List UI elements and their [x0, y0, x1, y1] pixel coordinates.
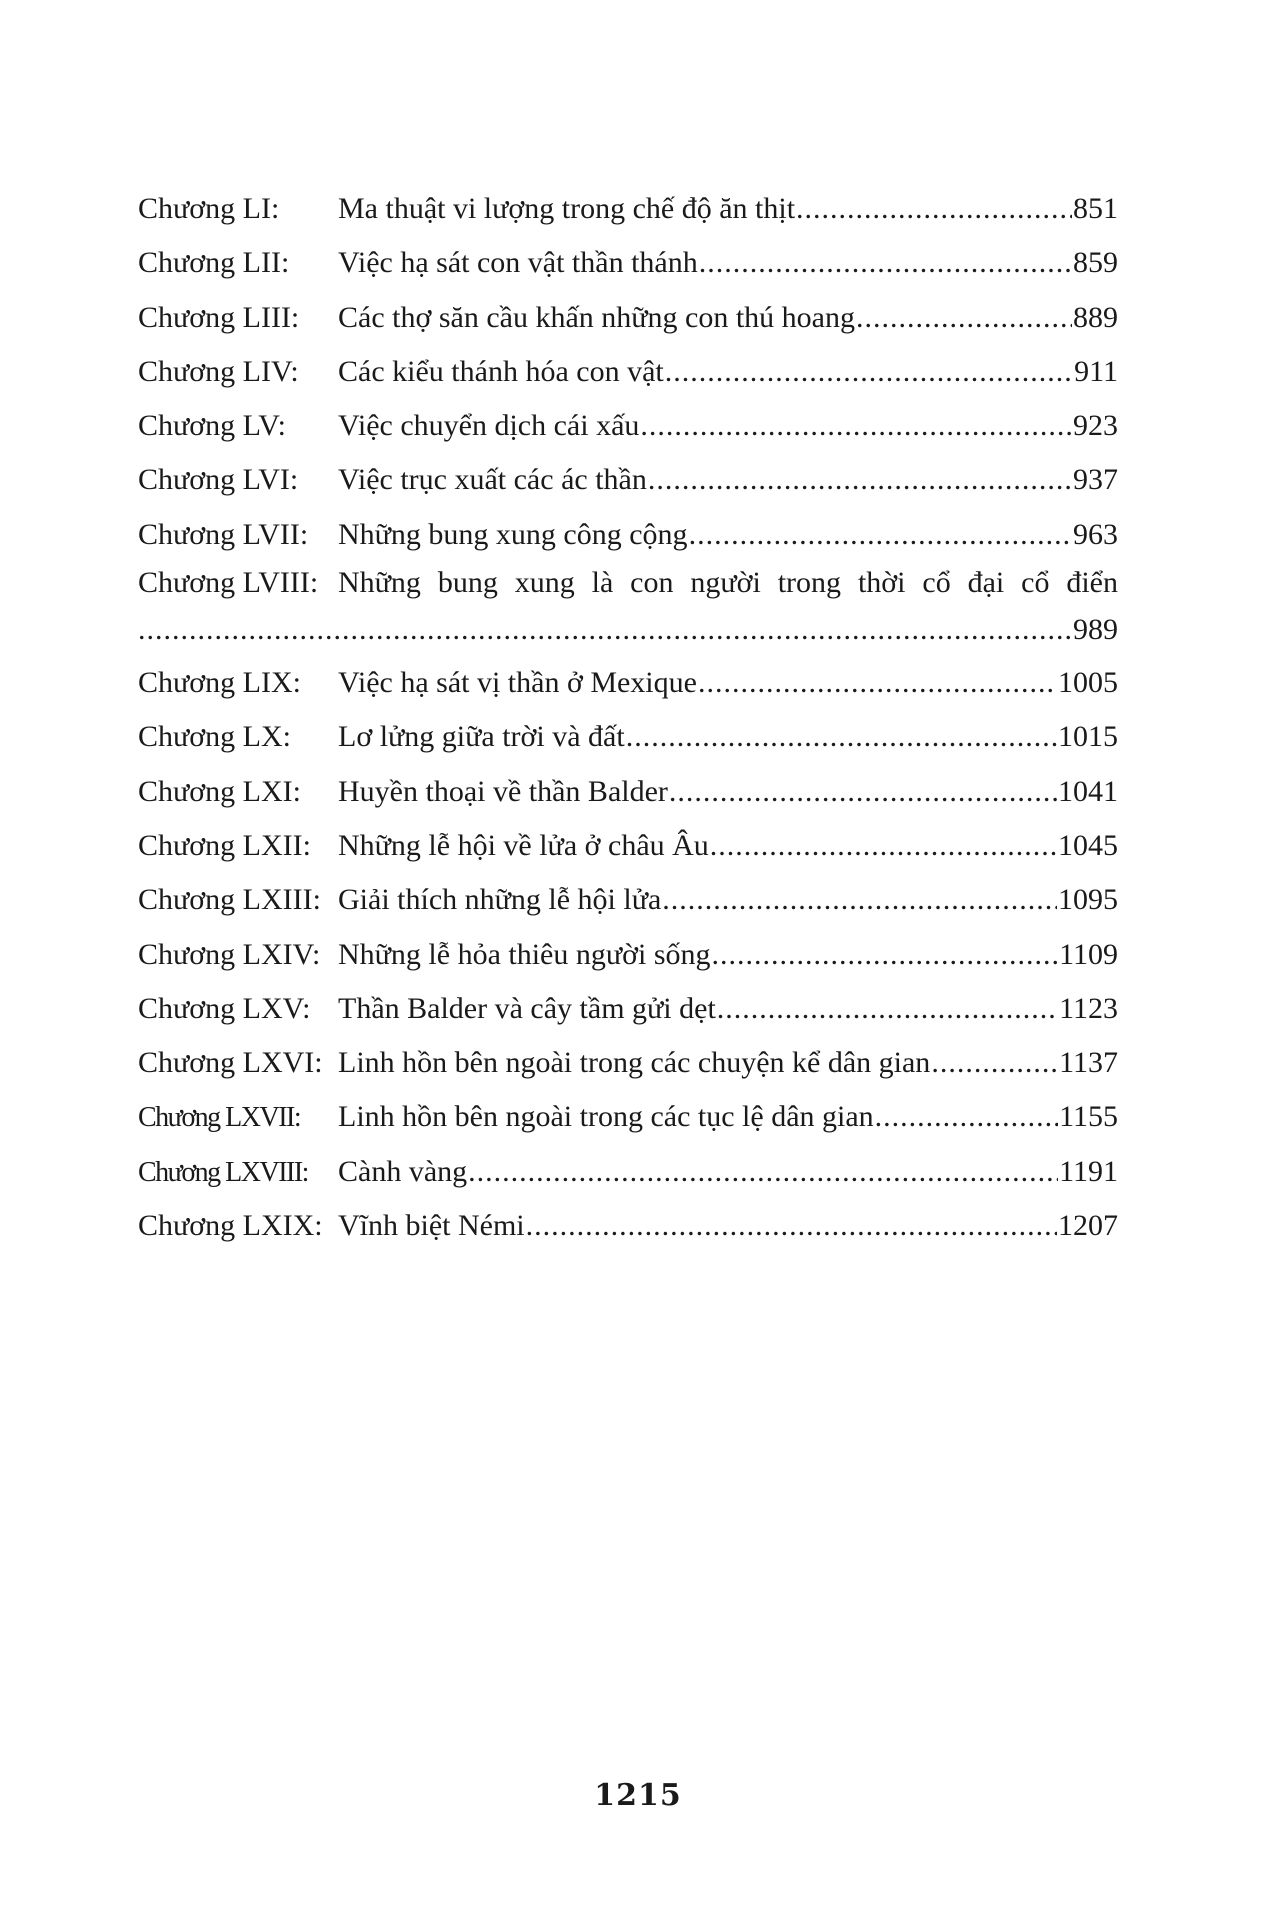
dot-leader	[699, 236, 1072, 290]
chapter-title: Vĩnh biệt Némi	[338, 1209, 525, 1243]
dot-leader	[710, 819, 1057, 873]
chapter-title: Các thợ săn cầu khấn những con thú hoang	[338, 300, 856, 334]
chapter-title: Việc hạ sát vị thần ở Mexique	[338, 666, 697, 700]
chapter-title: Linh hồn bên ngoài trong các chuyện kể dân gian	[338, 1046, 931, 1080]
dot-leader	[526, 1199, 1057, 1253]
toc-entry	[138, 1090, 1118, 1144]
chapter-label: Chương LIV:	[138, 354, 299, 388]
dot-leader	[640, 399, 1072, 453]
chapter-page: 859	[1073, 246, 1118, 280]
chapter-page: 923	[1073, 409, 1118, 443]
chapter-title: Việc hạ sát con vật thần thánh	[338, 246, 698, 280]
chapter-page: 1207	[1058, 1209, 1118, 1243]
chapter-page: 1005	[1058, 666, 1118, 700]
toc-entry	[138, 928, 1118, 982]
chapter-title: Những bung xung là con người trong thời cổ đại cổ điển	[338, 566, 1118, 600]
toc-entry	[138, 819, 1118, 873]
dot-leader	[662, 873, 1057, 927]
chapter-title: Thần Balder và cây tầm gửi dẹt	[338, 991, 716, 1025]
chapter-page: 1041	[1058, 774, 1118, 808]
dot-leader	[856, 291, 1072, 345]
toc-entry-long	[138, 562, 1118, 656]
dot-leader	[875, 1090, 1058, 1144]
dot-leader	[648, 453, 1072, 507]
chapter-label: Chương LI:	[138, 192, 280, 225]
chapter-label: Chương LXVII:	[138, 1102, 301, 1134]
chapter-label: Chương LVI:	[138, 463, 299, 497]
toc-entry	[138, 182, 1118, 236]
toc-entry	[138, 508, 1118, 562]
chapter-page: 1123	[1059, 991, 1118, 1025]
dot-leader	[669, 765, 1057, 819]
chapter-label: Chương LV:	[138, 409, 286, 443]
toc-entry	[138, 873, 1118, 927]
toc-entry	[138, 1036, 1118, 1090]
toc-entry	[138, 982, 1118, 1036]
chapter-label: Chương LXIV:	[138, 937, 321, 971]
chapter-title: Huyền thoại về thần Balder	[338, 774, 668, 808]
dot-leader	[626, 710, 1057, 764]
chapter-label: Chương LXVI:	[138, 1046, 323, 1080]
dot-leader	[665, 345, 1073, 399]
chapter-page: 989	[1073, 613, 1118, 647]
toc-entry	[138, 1199, 1118, 1253]
chapter-label: Chương LXV:	[138, 991, 311, 1025]
chapter-page: 851	[1073, 192, 1118, 225]
dot-leader	[717, 982, 1058, 1036]
chapter-title: Cành vàng	[338, 1154, 468, 1188]
toc-entry	[138, 345, 1118, 399]
table-of-contents	[138, 182, 1118, 1253]
chapter-title: Các kiểu thánh hóa con vật	[338, 354, 664, 388]
chapter-page: 1015	[1058, 720, 1118, 754]
chapter-page: 1191	[1059, 1154, 1118, 1188]
chapter-page: 937	[1073, 463, 1118, 497]
toc-group-after	[138, 656, 1118, 1253]
toc-entry	[138, 710, 1118, 764]
chapter-label: Chương LX:	[138, 720, 291, 754]
chapter-label: Chương LVII:	[138, 517, 309, 551]
chapter-label: Chương LIII:	[138, 300, 300, 334]
chapter-label: Chương LXIII:	[138, 883, 321, 917]
chapter-label: Chương LXVIII:	[138, 1156, 308, 1188]
dot-leader	[698, 656, 1057, 710]
toc-entry	[138, 656, 1118, 710]
toc-entry-long-line2	[138, 604, 1118, 656]
chapter-page: 1137	[1059, 1046, 1118, 1080]
chapter-label: Chương LII:	[138, 246, 290, 280]
chapter-label: Chương LIX:	[138, 666, 301, 700]
chapter-page: 1045	[1058, 828, 1118, 862]
chapter-page: 1109	[1059, 937, 1118, 971]
chapter-label: Chương LXI:	[138, 774, 301, 808]
page-number: 1215	[594, 1778, 682, 1813]
chapter-title: Những lễ hỏa thiêu người sống	[338, 937, 711, 971]
toc-entry	[138, 291, 1118, 345]
chapter-label: Chương LXII:	[138, 828, 311, 862]
chapter-title: Lơ lửng giữa trời và đất	[338, 720, 625, 754]
dot-leader	[796, 182, 1072, 236]
chapter-title: Việc chuyển dịch cái xấu	[338, 409, 640, 443]
chapter-title: Những bung xung công cộng	[338, 517, 688, 551]
chapter-label: Chương LVIII:	[138, 566, 319, 600]
chapter-title: Việc trục xuất các ác thần	[338, 463, 647, 497]
toc-entry	[138, 236, 1118, 290]
chapter-page: 911	[1074, 354, 1118, 388]
toc-group-before	[138, 182, 1118, 562]
chapter-title: Những lễ hội về lửa ở châu Âu	[338, 828, 709, 862]
chapter-page: 1095	[1058, 883, 1118, 917]
chapter-title: Ma thuật vi lượng trong chế độ ăn thịt	[338, 192, 796, 225]
dot-leader	[931, 1036, 1058, 1090]
chapter-label: Chương LXIX:	[138, 1209, 323, 1243]
toc-entry	[138, 399, 1118, 453]
chapter-page: 889	[1073, 300, 1118, 334]
dot-leader	[138, 604, 1073, 656]
toc-entry	[138, 765, 1118, 819]
dot-leader	[468, 1145, 1058, 1199]
dot-leader	[689, 508, 1072, 562]
chapter-page: 963	[1073, 517, 1118, 551]
dot-leader	[712, 928, 1059, 982]
chapter-title: Giải thích những lễ hội lửa	[338, 883, 662, 917]
toc-entry-long-line1	[138, 562, 1118, 604]
toc-entry	[138, 1145, 1118, 1199]
chapter-page: 1155	[1059, 1100, 1118, 1134]
toc-entry	[138, 453, 1118, 507]
chapter-title: Linh hồn bên ngoài trong các tục lệ dân gian	[338, 1100, 874, 1134]
